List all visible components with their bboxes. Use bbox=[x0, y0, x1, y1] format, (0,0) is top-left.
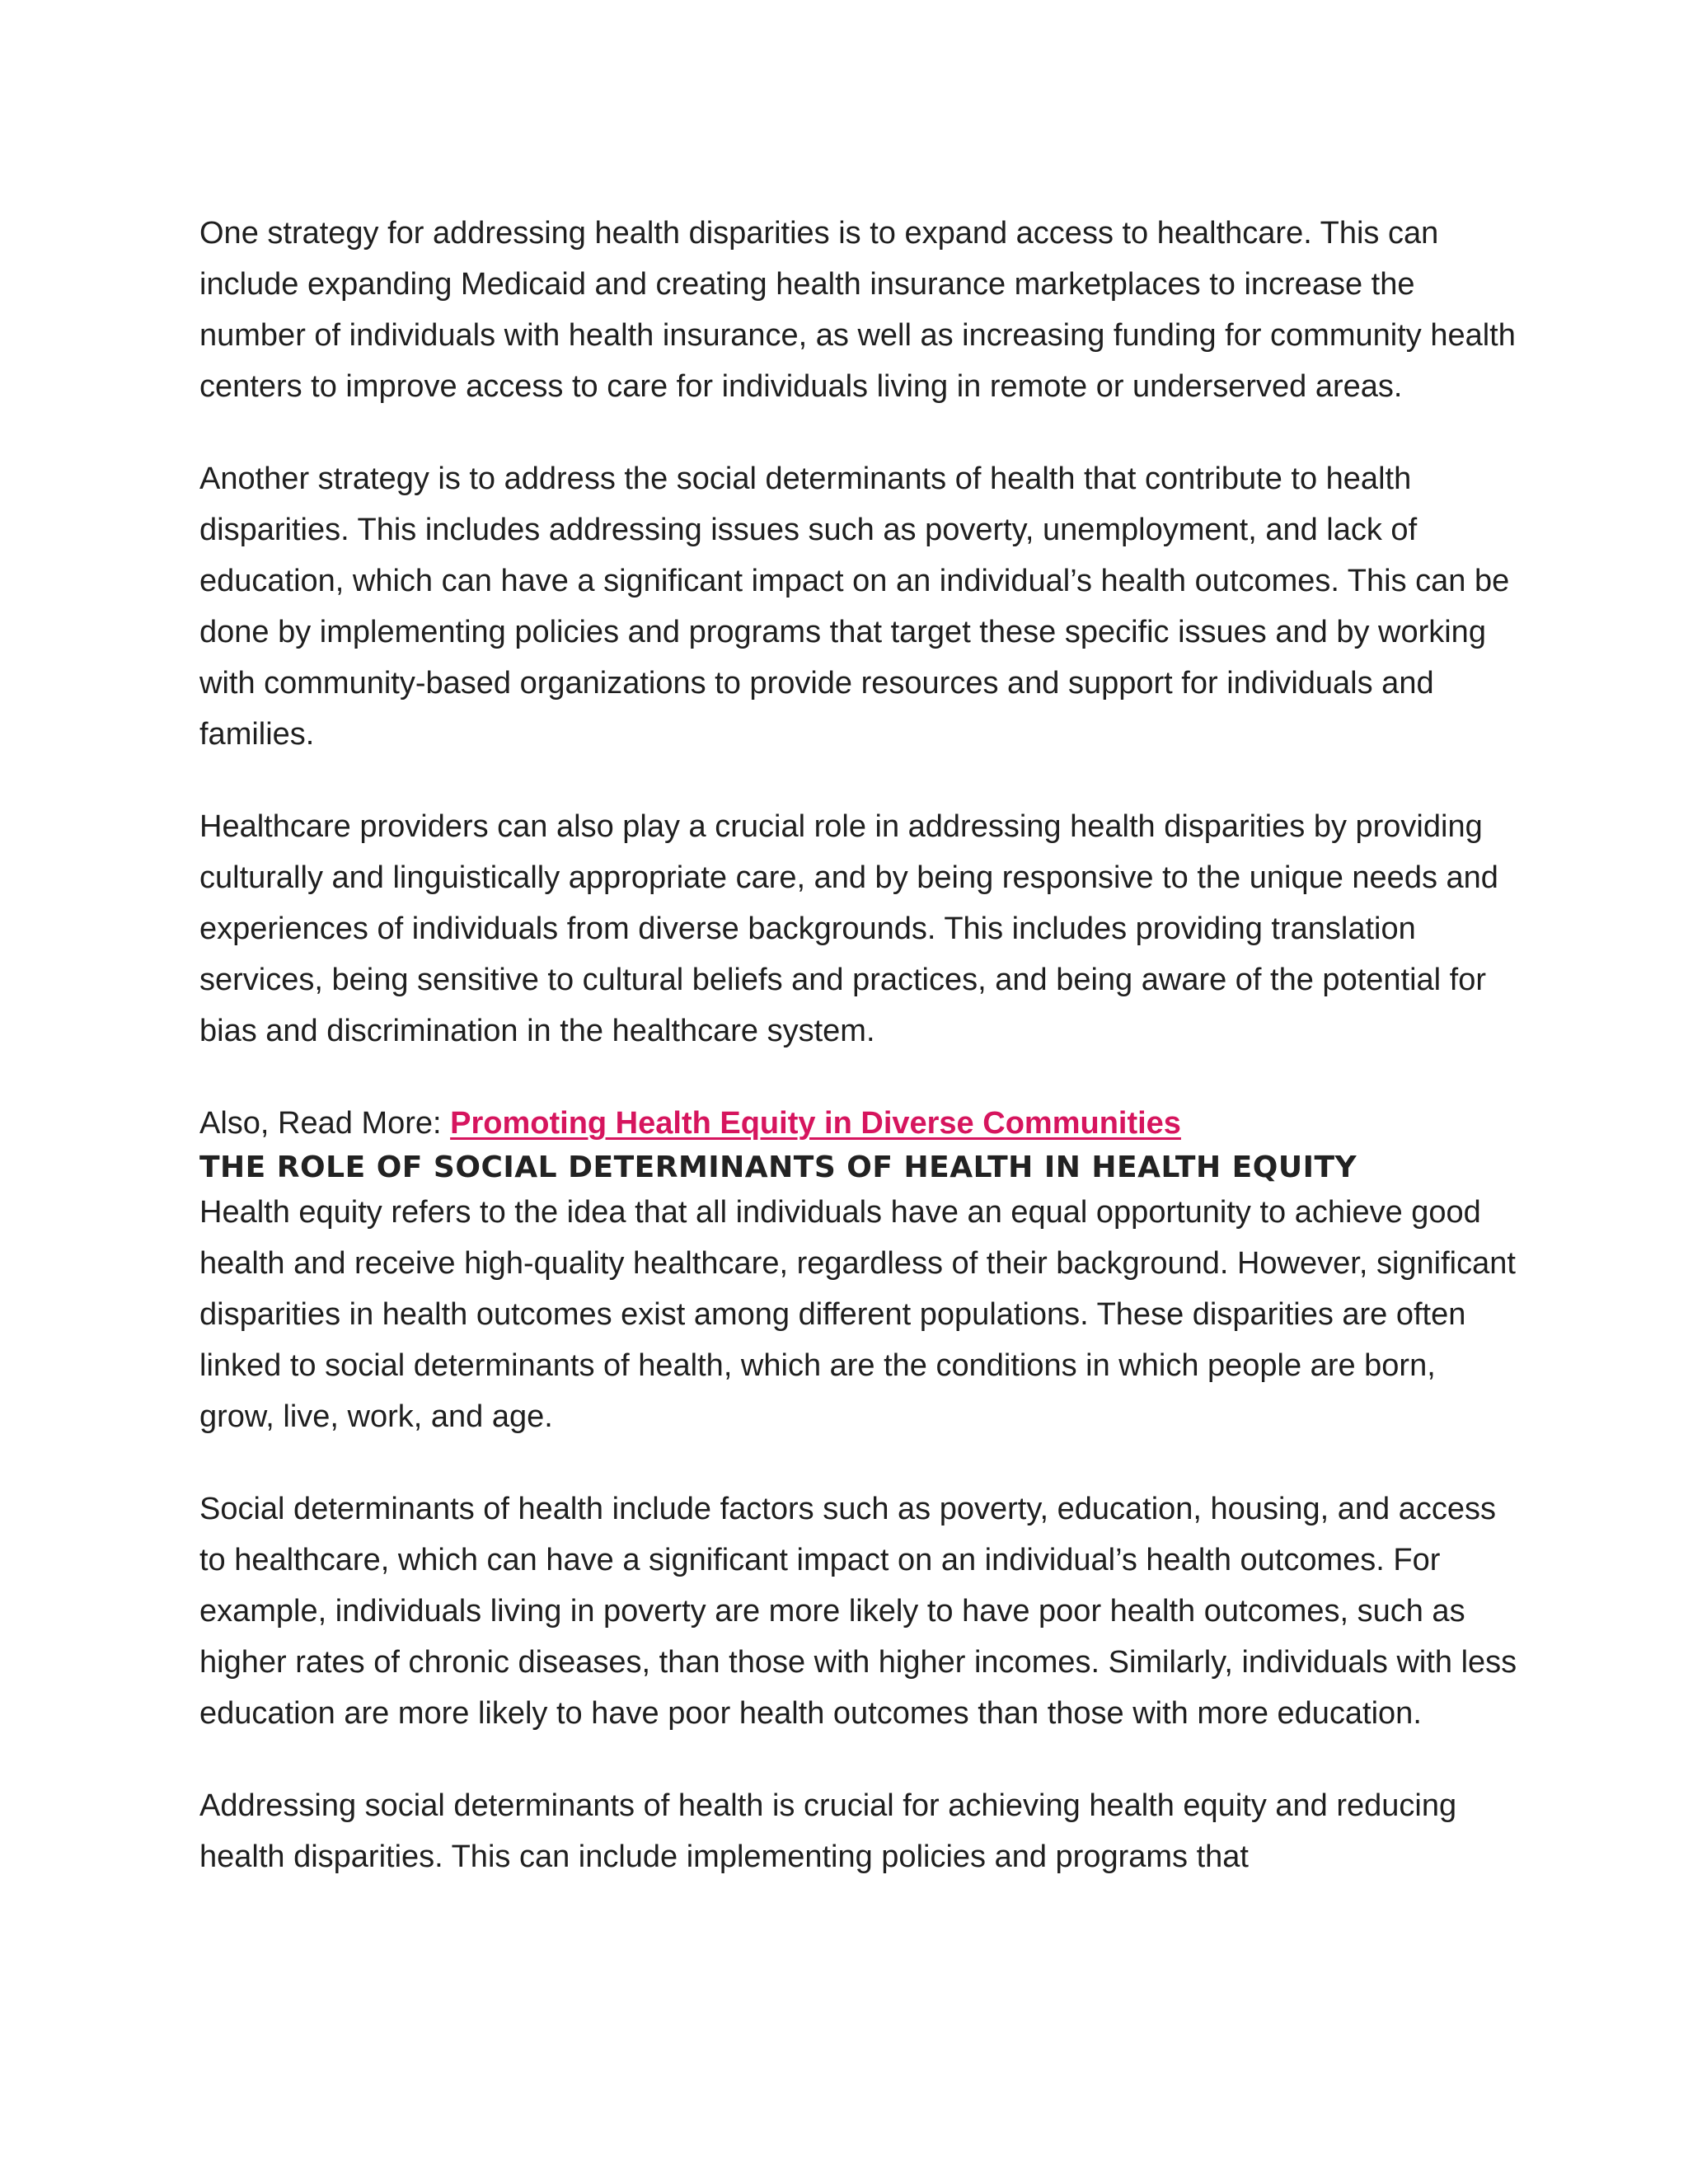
section-heading: THE ROLE OF SOCIAL DETERMINANTS OF HEALTH IN HEALTH EQUITY bbox=[199, 1151, 1357, 1184]
paragraph-social-determinants-factors: Social determinants of health include factors such as poverty, education, housing, and access to healthcare, which can have a significant impact on an individual’s health outcomes. For example, individuals living in poverty are more likely to have poor health outcomes, such as higher rates of chronic diseases, than those with higher incomes. Similarly, individuals with less education are more likely to have poor health outcomes than those with more education. bbox=[199, 1492, 1517, 1731]
paragraph-healthcare-providers: Healthcare providers can also play a crucial role in addressing health disparities by providing culturally and linguistically appropriate care, and by being responsive to the unique needs and experiences of individuals from diverse backgrounds. This includes providing translation services, being sensitive to cultural beliefs and practices, and being aware of the potential for bias and discrimination in the healthcare system. bbox=[199, 809, 1498, 1048]
paragraph-addressing-determinants: Addressing social determinants of health is crucial for achieving health equity and reducing health disparities. This can include implementing policies and programs that bbox=[199, 1788, 1457, 1874]
paragraph-expand-access: One strategy for addressing health disparities is to expand access to healthcare. This can include expanding Medicaid and creating health insurance marketplaces to increase the number of individuals with health insurance, as well as increasing funding for community health centers to improve access to care for individuals living in remote or underserved areas. bbox=[199, 216, 1516, 404]
paragraph-health-equity-definition: Health equity refers to the idea that all individuals have an equal opportunity to achieve good health and receive high-quality healthcare, regardless of their background. However, significant disparities in health outcomes exist among different populations. These disparities are often linked to social determinants of health, which are the conditions in which people are born, grow, live, work, and age. bbox=[199, 1195, 1516, 1434]
paragraph-social-determinants-strategy: Another strategy is to address the social determinants of health that contribute to health disparities. This includes addressing issues such as poverty, unemployment, and lack of education, which can have a significant impact on an individual’s health outcomes. This can be done by implementing policies and programs that target these specific issues and by working with community-based organizations to provide resources and support for individuals and families. bbox=[199, 462, 1510, 752]
document-page bbox=[199, 208, 1518, 1924]
read-more-line bbox=[199, 1098, 1518, 1149]
read-more-prefix: Also, Read More: bbox=[199, 1106, 451, 1141]
read-more-link[interactable]: Promoting Health Equity in Diverse Communities bbox=[450, 1106, 1181, 1141]
